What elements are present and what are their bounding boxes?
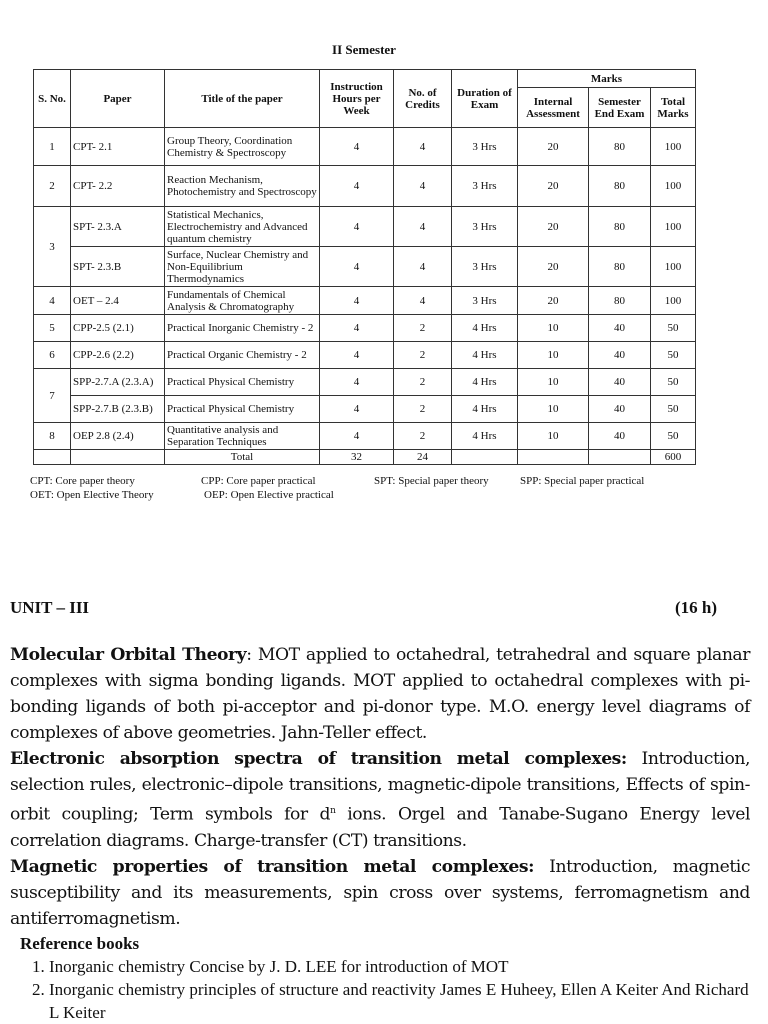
paper-cell: CPP-2.5 (2.1) — [71, 315, 165, 342]
sem-end-cell: 80 — [589, 207, 651, 247]
paragraph-heading: Molecular Orbital Theory — [10, 645, 247, 665]
internal-cell: 20 — [518, 287, 589, 315]
credits-cell: 2 — [394, 315, 452, 342]
total-row — [34, 450, 696, 465]
legend-spp: SPP: Special paper practical — [520, 475, 645, 487]
internal-cell: 10 — [518, 423, 589, 450]
paper-cell: SPP-2.7.A (2.3.A) — [71, 369, 165, 396]
title-cell: Practical Physical Chemistry — [165, 369, 320, 396]
total-cell: 100 — [651, 166, 696, 207]
sno-cell: 5 — [34, 315, 71, 342]
table-row — [34, 342, 696, 369]
total-cell: 100 — [651, 207, 696, 247]
table-row — [34, 166, 696, 207]
total-label: Total — [165, 450, 320, 465]
credits-cell: 4 — [394, 207, 452, 247]
table-row — [34, 369, 696, 396]
legend-group-2 — [201, 474, 334, 502]
duration-cell: 3 Hrs — [452, 287, 518, 315]
internal-cell: 10 — [518, 396, 589, 423]
duration-cell: 3 Hrs — [452, 247, 518, 287]
hours-cell: 4 — [320, 369, 394, 396]
total-cell: 50 — [651, 315, 696, 342]
internal-cell: 20 — [518, 247, 589, 287]
header-hours: Instruction Hours per Week — [320, 70, 394, 128]
semester-table — [33, 69, 696, 465]
table-row — [34, 287, 696, 315]
paper-cell: SPT- 2.3.B — [71, 247, 165, 287]
sno-cell: 1 — [34, 128, 71, 166]
header-marks: Marks — [518, 70, 696, 88]
duration-cell: 4 Hrs — [452, 423, 518, 450]
hours-cell: 4 — [320, 287, 394, 315]
total-cell: 50 — [651, 423, 696, 450]
sno-cell: 6 — [34, 342, 71, 369]
table-row — [34, 207, 696, 247]
legend-cpt: CPT: Core paper theory — [30, 475, 135, 487]
paper-cell: CPP-2.6 (2.2) — [71, 342, 165, 369]
paper-cell: OET – 2.4 — [71, 287, 165, 315]
hours-cell: 4 — [320, 342, 394, 369]
title-cell: Quantitative analysis and Separation Techniques — [165, 423, 320, 450]
sem-end-cell: 40 — [589, 342, 651, 369]
total-cell: 100 — [651, 128, 696, 166]
duration-cell: 3 Hrs — [452, 128, 518, 166]
paragraph-heading: Magnetic properties of transition metal complexes: — [10, 856, 534, 877]
hours-cell: 4 — [320, 166, 394, 207]
paragraph-magnetic — [10, 854, 750, 932]
table-row — [34, 423, 696, 450]
total-cell: 50 — [651, 396, 696, 423]
paragraph-mot: Molecular Orbital Theory: MOT applied to octahedral, tetrahedral and square planar complexes with sigma bonding ligands. MOT applied to octahedral complexes with pi-bonding ligands of both pi-acceptor and pi-donor type. M.O. energy level diagrams of complexes of above geometries. Jahn-Teller effect. — [10, 645, 750, 743]
internal-cell: 20 — [518, 207, 589, 247]
reference-list — [20, 955, 750, 1024]
hours-cell: 4 — [320, 315, 394, 342]
total-cell: 100 — [651, 247, 696, 287]
credits-cell: 4 — [394, 287, 452, 315]
semester-title: II Semester — [332, 42, 396, 57]
references-title: Reference books — [20, 934, 140, 953]
header-sno: S. No. — [34, 70, 71, 128]
hours-cell: 4 — [320, 396, 394, 423]
sem-end-cell: 80 — [589, 247, 651, 287]
reference-item: 1. Inorganic chemistry Concise by J. D. LEE for introduction of MOT — [49, 955, 750, 978]
unit-content — [10, 642, 750, 932]
header-duration: Duration of Exam — [452, 70, 518, 128]
title-cell: Practical Physical Chemistry — [165, 396, 320, 423]
paper-cell: SPP-2.7.B (2.3.B) — [71, 396, 165, 423]
reference-books — [20, 932, 750, 1024]
unit-hours: (16 h) — [674, 598, 717, 617]
header-total: Total Marks — [651, 88, 696, 128]
sno-cell: 7 — [34, 369, 71, 423]
paper-cell: CPT- 2.2 — [71, 166, 165, 207]
title-cell: Practical Organic Chemistry - 2 — [165, 342, 320, 369]
sno-cell: 3 — [34, 207, 71, 287]
credits-cell: 4 — [394, 247, 452, 287]
hours-cell: 4 — [320, 128, 394, 166]
legend-group-1 — [30, 474, 154, 502]
header-paper: Paper — [71, 70, 165, 128]
title-cell: Practical Inorganic Chemistry - 2 — [165, 315, 320, 342]
legend-cpp: CPP: Core paper practical — [201, 475, 316, 487]
hours-cell: 4 — [320, 247, 394, 287]
sem-end-cell: 40 — [589, 396, 651, 423]
sno-cell: 4 — [34, 287, 71, 315]
hours-cell: 4 — [320, 207, 394, 247]
credits-cell: 4 — [394, 166, 452, 207]
sem-end-cell: 40 — [589, 369, 651, 396]
title-cell: Fundamentals of Chemical Analysis & Chromatography — [165, 287, 320, 315]
paragraph-text: ions. Orgel and Tanabe-Sugano Energy level correlation diagrams. Charge-transfer (CT) transitions. — [10, 804, 750, 851]
total-cell: 50 — [651, 369, 696, 396]
internal-cell: 10 — [518, 315, 589, 342]
total-cell: 100 — [651, 287, 696, 315]
total-hours: 32 — [320, 450, 394, 465]
header-internal: Internal Assessment — [518, 88, 589, 128]
title-cell: Group Theory, Coordination Chemistry & Spectroscopy — [165, 128, 320, 166]
sem-end-cell: 40 — [589, 315, 651, 342]
internal-cell: 10 — [518, 342, 589, 369]
unit-title: UNIT – III — [10, 598, 90, 617]
credits-cell: 2 — [394, 369, 452, 396]
header-semester-end: Semester End Exam — [589, 88, 651, 128]
duration-cell: 4 Hrs — [452, 369, 518, 396]
paper-cell: CPT- 2.1 — [71, 128, 165, 166]
hours-cell: 4 — [320, 423, 394, 450]
legend-oet: OET: Open Elective Theory — [30, 489, 154, 501]
table-row — [34, 128, 696, 166]
duration-cell: 3 Hrs — [452, 207, 518, 247]
reference-item: 2. Inorganic chemistry principles of structure and reactivity James E Huheey, Ellen A Keiter And Richard L Keiter — [49, 978, 750, 1024]
paper-cell: OEP 2.8 (2.4) — [71, 423, 165, 450]
total-marks: 600 — [651, 450, 696, 465]
sem-end-cell: 80 — [589, 166, 651, 207]
duration-cell: 3 Hrs — [452, 166, 518, 207]
credits-cell: 2 — [394, 342, 452, 369]
title-cell: Surface, Nuclear Chemistry and Non-Equilibrium Thermodynamics — [165, 247, 320, 287]
title-cell: Reaction Mechanism, Photochemistry and Spectroscopy — [165, 166, 320, 207]
sno-cell: 2 — [34, 166, 71, 207]
duration-cell: 4 Hrs — [452, 342, 518, 369]
paragraph-text: MOT applied to octahedral, tetrahedral and square planar complexes with sigma bonding ligands. MOT applied to octahedral complexes with pi-bonding ligands of both pi-acceptor and pi-donor type. M.O. energy level diagrams of complexes of above geometries. Jahn-Teller effect. — [10, 645, 750, 743]
paragraph-text: Introduction, magnetic susceptibility and its measurements, spin cross over systems, ferromagnetism and antiferromagnetism. — [10, 856, 750, 929]
total-credits: 24 — [394, 450, 452, 465]
duration-cell: 4 Hrs — [452, 315, 518, 342]
table-row — [34, 315, 696, 342]
internal-cell: 20 — [518, 166, 589, 207]
sem-end-cell: 80 — [589, 128, 651, 166]
header-credits: No. of Credits — [394, 70, 452, 128]
duration-cell: 4 Hrs — [452, 396, 518, 423]
table-row — [34, 247, 696, 287]
internal-cell: 10 — [518, 369, 589, 396]
credits-cell: 2 — [394, 396, 452, 423]
sno-cell: 8 — [34, 423, 71, 450]
credits-cell: 4 — [394, 128, 452, 166]
sem-end-cell: 80 — [589, 287, 651, 315]
header-title: Title of the paper — [165, 70, 320, 128]
paragraph-spectra — [10, 746, 750, 854]
unit-header — [10, 598, 717, 618]
table-row — [34, 396, 696, 423]
total-cell: 50 — [651, 342, 696, 369]
legend-spt: SPT: Special paper theory — [374, 475, 489, 487]
paragraph-heading: Electronic absorption spectra of transition metal complexes: — [10, 749, 627, 769]
internal-cell: 20 — [518, 128, 589, 166]
legend-oep: OEP: Open Elective practical — [204, 489, 334, 501]
paper-cell: SPT- 2.3.A — [71, 207, 165, 247]
sem-end-cell: 40 — [589, 423, 651, 450]
paragraph-text: Introduction, selection rules, electronic–dipole transitions, magnetic-dipole transitions, Effects of spin-orbit coupling; Term symbols for d — [10, 749, 750, 825]
superscript: n — [330, 806, 336, 816]
title-cell: Statistical Mechanics, Electrochemistry and Advanced quantum chemistry — [165, 207, 320, 247]
credits-cell: 2 — [394, 423, 452, 450]
